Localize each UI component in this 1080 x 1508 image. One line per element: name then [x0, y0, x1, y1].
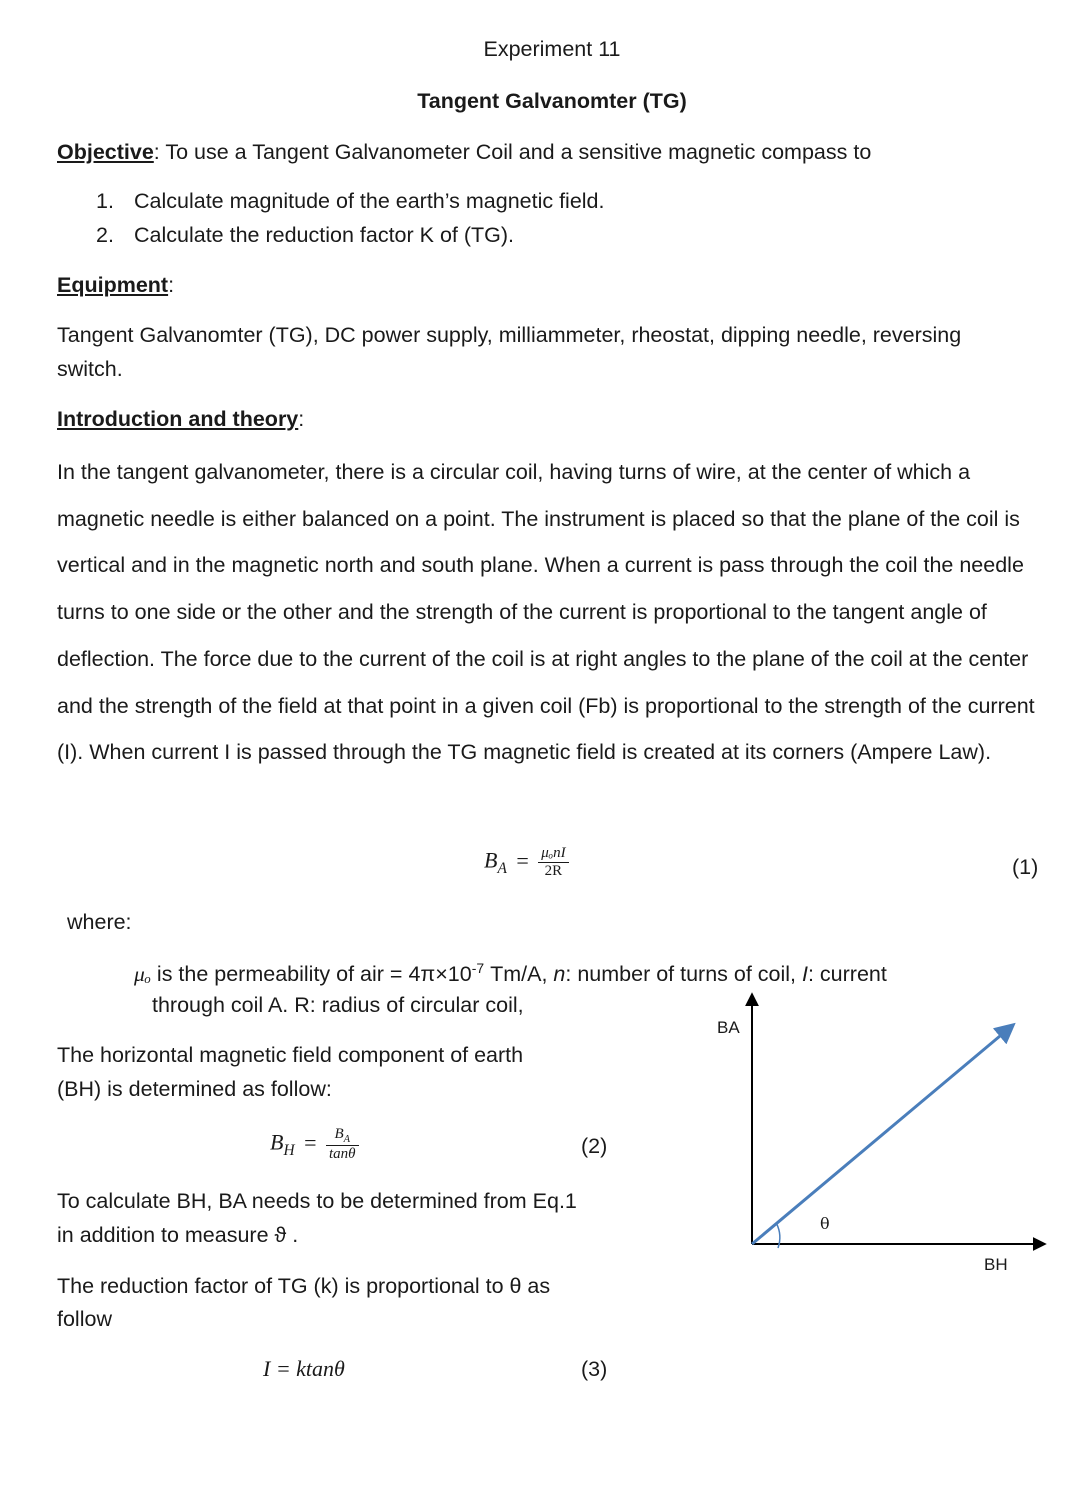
eq1-lhs: B — [484, 847, 498, 873]
intro-colon: : — [298, 407, 305, 431]
experiment-number: Experiment 11 — [483, 37, 621, 61]
objective-text: To use a Tangent Galvanometer Coil and a sensitive magnetic compass to — [159, 140, 872, 164]
where-label: where: — [67, 910, 132, 934]
list-item-text: Calculate the reduction factor K of (TG). — [134, 223, 514, 247]
horizontal-line1: The horizontal magnetic field component of earth — [57, 1043, 524, 1067]
eq1-lhs-sub: A — [497, 859, 507, 877]
where-i: I — [802, 962, 808, 987]
eq2-lhs: B — [270, 1129, 284, 1155]
reduction-line1: The reduction factor of TG (k) is proportional to θ as — [57, 1274, 551, 1298]
resultant-vector-arrow — [752, 1026, 1013, 1245]
intro-label: Introduction and theory — [57, 407, 299, 431]
y-axis-label: BA — [717, 1018, 740, 1037]
equipment-heading — [57, 273, 174, 298]
eq1-equals: = — [516, 847, 529, 873]
objective-label: Objective — [57, 140, 154, 164]
eq1-number: (1) — [1012, 855, 1039, 879]
objective-line — [57, 140, 871, 165]
where-text2: Tm/A, — [484, 962, 554, 987]
equation-2 — [270, 1126, 359, 1163]
intro-heading — [57, 407, 304, 432]
vector-diagram — [700, 985, 1070, 1285]
reduction-line2: follow — [57, 1307, 112, 1331]
equipment-text-line2: switch. — [57, 357, 123, 381]
equipment-label: Equipment — [57, 273, 169, 297]
eq2-fraction — [326, 1126, 359, 1163]
eq1-fraction — [538, 845, 568, 880]
where-line2: through coil A. R: radius of circular coil, — [152, 993, 524, 1017]
objective-colon: : — [153, 140, 160, 164]
eq2-lhs-sub: H — [283, 1141, 295, 1159]
where-n: n — [553, 962, 566, 987]
where-exponent: -7 — [471, 960, 485, 976]
where-text4: : current — [807, 962, 887, 987]
calc-line1: To calculate BH, BA needs to be determined from Eq.1 — [57, 1189, 577, 1213]
eq2-numerator — [326, 1126, 359, 1146]
list-item-number: 2. — [96, 223, 114, 247]
eq1-denominator: 2R — [544, 863, 563, 879]
equation-1 — [484, 845, 569, 880]
eq2-num-sub: A — [343, 1134, 351, 1145]
calc-line2: in addition to measure ϑ . — [57, 1223, 299, 1247]
equipment-text-line1: Tangent Galvanomter (TG), DC power supply, milliammeter, rheostat, dipping needle, reversing — [57, 323, 962, 347]
where-line1 — [134, 960, 887, 987]
intro-paragraph: In the tangent galvanometer, there is a circular coil, having turns of wire, at the center of which a magnetic needle is either balanced on a point. The instrument is placed so that the plane of the coil is vertical and in the magnetic north and south plane. When a current is pass through the coil the needle turns to one side or the other and the strength of the current is proportional to the tangent angle of deflection. The force due to the current of the coil is at right angles to the plane of the coil at the center and the strength of the field at that point in a given coil (Fb) is proportional to the strength of the current (I). When current I is passed through the TG magnetic field is created at its corners (Ampere Law). — [57, 460, 1035, 765]
where-text1: is the permeability of air = 4π×10 — [150, 962, 472, 987]
horizontal-line2: (BH) is determined as follow: — [57, 1077, 332, 1101]
eq2-num-b: B — [334, 1126, 344, 1142]
eq2-equals: = — [304, 1129, 317, 1155]
mu-symbol: μₒ — [134, 962, 151, 987]
list-item-number: 1. — [96, 189, 114, 213]
eq1-numerator: μₒnI — [538, 845, 568, 863]
equation-3: I = ktanθ — [263, 1356, 345, 1381]
eq2-number: (2) — [581, 1134, 608, 1158]
page-title: Tangent Galvanomter (TG) — [417, 89, 687, 113]
list-item — [96, 189, 605, 214]
equipment-colon: : — [168, 273, 175, 297]
list-item-text: Calculate magnitude of the earth’s magnetic field. — [134, 189, 605, 213]
eq3-number: (3) — [581, 1357, 608, 1381]
x-axis-label: BH — [984, 1255, 1008, 1274]
where-text3: : number of turns of coil, — [565, 962, 802, 987]
eq2-denominator: tanθ — [329, 1146, 356, 1162]
angle-label: θ — [820, 1214, 830, 1233]
list-item — [96, 223, 514, 248]
